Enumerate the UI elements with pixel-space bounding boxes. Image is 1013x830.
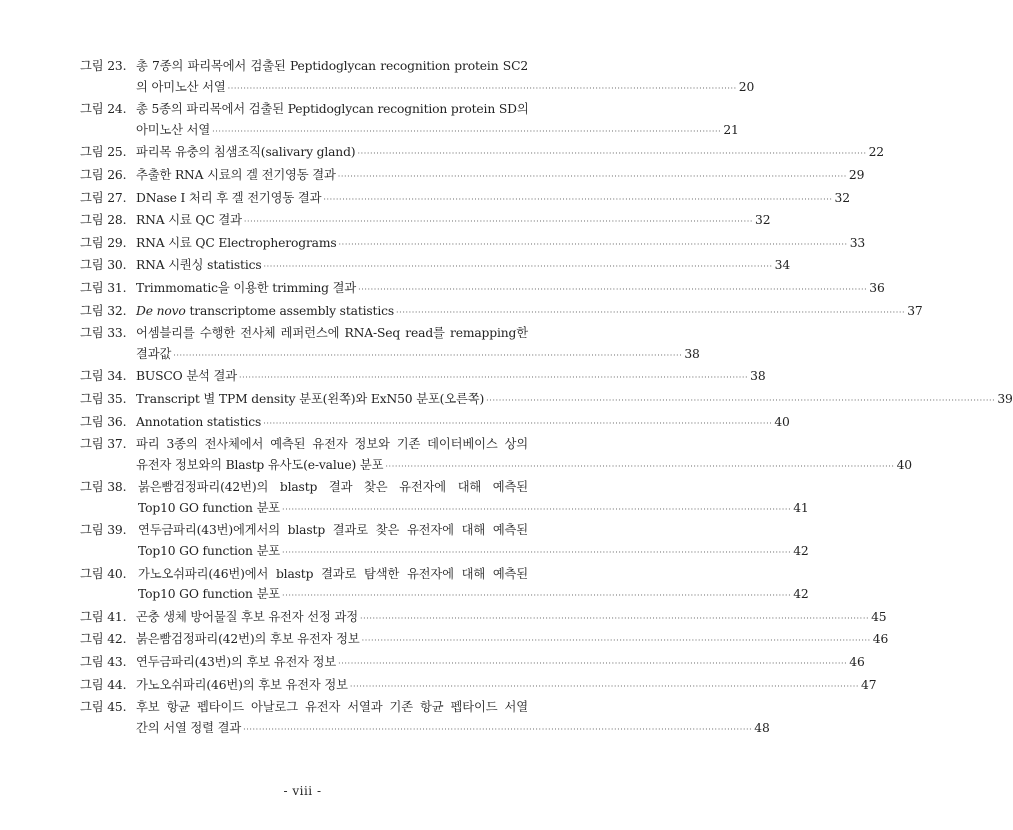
figure-number: 그림 27. [80,190,127,205]
dot-leader [350,677,859,698]
dot-leader [282,500,791,521]
toc-entry[interactable] [80,278,885,301]
caption-line: 결과값 [136,346,172,361]
caption-line: 유전자 정보와의 Blastp 유사도(e-value) 분포 [136,457,384,472]
caption-line: 연두금파리(43번)에게서의 blastp 결과로 찾은 유전자에 대해 예측된 [138,523,528,538]
dot-leader [362,631,871,652]
dot-leader [239,368,748,389]
dot-leader [338,167,847,188]
dot-leader [358,280,867,301]
list-of-figures [80,56,1013,740]
page-number: - viii - [283,784,322,798]
figure-number: 그림 35. [80,391,127,406]
figure-caption [136,165,865,188]
caption-line: Annotation statistics [136,414,262,429]
figure-number: 그림 32. [80,303,127,318]
figure-number: 그림 24. [80,102,127,117]
figure-caption [136,675,877,698]
caption-line: RNA 시퀀싱 statistics [136,258,262,273]
caption-italic: De novo [136,303,186,318]
figure-number: 그림 25. [80,145,127,160]
figure-number: 그림 26. [80,167,127,182]
toc-entry[interactable] [80,629,889,652]
figure-caption [136,389,1013,412]
dot-leader [357,144,866,165]
toc-entry[interactable] [80,142,884,165]
dot-leader [264,257,773,278]
figure-number: 그림 34. [80,369,127,384]
figure-number: 그림 23. [80,59,127,73]
caption-line: 간의 서열 정렬 결과 [136,720,242,735]
toc-entry[interactable] [80,165,865,188]
figure-caption [136,564,809,607]
dot-leader [244,212,753,233]
figure-caption [136,477,809,520]
caption-line: 추출한 RNA 시료의 겔 전기영동 결과 [136,167,336,182]
figure-caption [136,56,755,99]
caption-line: 어셈블리를 수행한 전사체 레퍼런스에 RNA-Seq read를 remapping한 [136,326,528,341]
toc-entry[interactable] [80,210,771,233]
toc-entries [80,56,1013,740]
page-reference[interactable]: 46 [872,632,889,647]
caption-line: 파리 3종의 전사체에서 예측된 유전자 정보와 기존 데이터베이스 상의 [136,437,528,452]
figure-caption [136,301,923,324]
caption-line [136,301,394,322]
figure-caption [136,607,887,630]
figure-number: 그림 42. [80,632,127,647]
figure-number: 그림 28. [80,213,127,228]
page-reference[interactable]: 32 [834,190,850,205]
caption-line: Top10 GO function 분포 [138,587,281,602]
toc-entry[interactable] [80,607,887,630]
dot-leader [212,122,721,143]
caption-line: 총 7종의 파리목에서 검출된 Peptidoglycan recognition protein SC2 [136,59,528,73]
page-reference[interactable]: 39 [997,391,1013,406]
figure-caption [136,520,809,563]
figure-caption [136,188,850,211]
caption-line: 의 아미노산 서열 [136,79,226,94]
caption-line: BUSCO 분석 결과 [136,369,237,384]
toc-entry[interactable] [80,255,791,278]
page-reference[interactable]: 42 [793,587,809,602]
toc-entry[interactable] [80,412,790,435]
dot-leader [486,391,995,412]
toc-entry[interactable] [80,366,766,389]
page-reference[interactable]: 34 [774,258,791,273]
page-reference[interactable]: 40 [774,414,790,429]
caption-line: 붉은빰검정파리(42번)의 후보 유전자 정보 [136,632,360,647]
dot-leader [323,190,832,211]
dot-leader [339,235,848,256]
caption-line: Trimmomatic을 이용한 trimming 결과 [136,280,357,295]
dot-leader [385,457,894,478]
page-reference[interactable]: 47 [861,677,877,692]
dot-leader [282,586,791,607]
toc-entry[interactable] [80,697,770,740]
figure-caption [136,652,865,675]
figure-caption [136,99,739,142]
page-reference[interactable]: 48 [754,720,770,735]
figure-caption [136,412,790,435]
figure-number: 그림 36. [80,414,127,429]
figure-number: 그림 40. [80,566,127,581]
dot-leader [173,346,682,367]
page-reference[interactable]: 29 [848,167,865,182]
page-reference[interactable]: 32 [755,213,771,228]
dot-leader [360,609,869,630]
caption-line: 가노오쉬파리(46번)에서 blastp 결과로 탐색한 유전자에 대해 예측된 [138,566,528,581]
dot-leader [228,79,737,100]
toc-entry[interactable] [80,434,912,477]
caption-line: 연두금파리(43번)의 후보 유전자 정보 [136,655,337,670]
toc-entry[interactable] [80,564,809,607]
figure-number: 그림 39. [80,523,127,538]
toc-entry[interactable] [80,477,809,520]
caption-line: DNase I 처리 후 겔 전기영동 결과 [136,190,322,205]
page-reference[interactable]: 45 [871,609,887,624]
toc-entry[interactable] [80,188,850,211]
dot-leader [243,720,752,741]
figure-caption [136,255,791,278]
figure-caption [136,278,885,301]
figure-number: 그림 31. [80,280,127,295]
page-reference[interactable]: 46 [849,655,865,670]
page-reference[interactable]: 33 [849,235,866,250]
page-reference[interactable]: 38 [750,369,766,384]
caption-line: 붉은빰검정파리(42번)의 blastp 결과 찾은 유전자에 대해 예측된 [138,480,528,495]
toc-entry[interactable] [80,520,809,563]
toc-entry[interactable] [80,652,865,675]
caption-line: Transcript 별 TPM density 분포(왼쪽)와 ExN50 분포(오른쪽) [136,391,485,406]
figure-caption [136,210,771,233]
caption-line: 아미노산 서열 [136,122,211,137]
toc-entry[interactable] [80,323,700,366]
caption-line: Top10 GO function 분포 [138,544,281,559]
toc-entry[interactable] [80,56,755,99]
figure-number: 그림 33. [80,326,127,341]
figure-caption [136,366,766,389]
toc-entry[interactable] [80,233,866,256]
page-reference[interactable]: 36 [869,280,885,295]
dot-leader [396,303,905,324]
page-reference[interactable]: 41 [793,500,809,515]
caption-line: RNA 시료 QC Electropherograms [136,235,337,250]
figure-number: 그림 45. [80,700,127,715]
figure-number: 그림 41. [80,609,127,624]
figure-caption [136,142,884,165]
page-reference[interactable]: 40 [896,457,912,472]
caption-line: Top10 GO function 분포 [138,500,281,515]
page-reference[interactable]: 22 [868,145,884,160]
caption-line: 가노오쉬파리(46번)의 후보 유전자 정보 [136,677,348,692]
caption-text: transcriptome assembly statistics [189,303,395,318]
page-reference[interactable]: 21 [723,122,739,137]
figure-number: 그림 43. [80,655,127,670]
dot-leader [282,543,791,564]
page-reference[interactable]: 42 [793,544,809,559]
figure-caption [136,434,912,477]
dot-leader [263,414,772,435]
toc-entry[interactable] [80,675,877,698]
page-reference[interactable]: 38 [684,346,700,361]
caption-line: 총 5종의 파리목에서 검출된 Peptidoglycan recognition protein SD의 [136,102,529,117]
figure-number: 그림 30. [80,258,127,273]
figure-caption [136,323,700,366]
figure-caption [136,629,889,652]
figure-caption [136,697,770,740]
figure-number: 그림 44. [80,677,127,692]
dot-leader [338,654,847,675]
figure-number: 그림 29. [80,235,127,250]
toc-entry[interactable] [80,389,1013,412]
toc-entry[interactable] [80,99,739,142]
caption-line: 후보 항균 펩타이드 아날로그 유전자 서열과 기존 항균 펩타이드 서열 [136,700,528,715]
toc-entry[interactable] [80,301,923,324]
figure-number: 그림 37. [80,437,127,452]
caption-line: 파리목 유충의 침샘조직(salivary gland) [136,145,356,160]
caption-line: RNA 시료 QC 결과 [136,213,242,228]
page-reference[interactable]: 37 [907,303,923,318]
page-reference[interactable]: 20 [738,79,755,94]
figure-number: 그림 38. [80,480,127,495]
caption-line: 곤충 생체 방어물질 후보 유전자 선정 과정 [136,609,358,624]
figure-caption [136,233,866,256]
